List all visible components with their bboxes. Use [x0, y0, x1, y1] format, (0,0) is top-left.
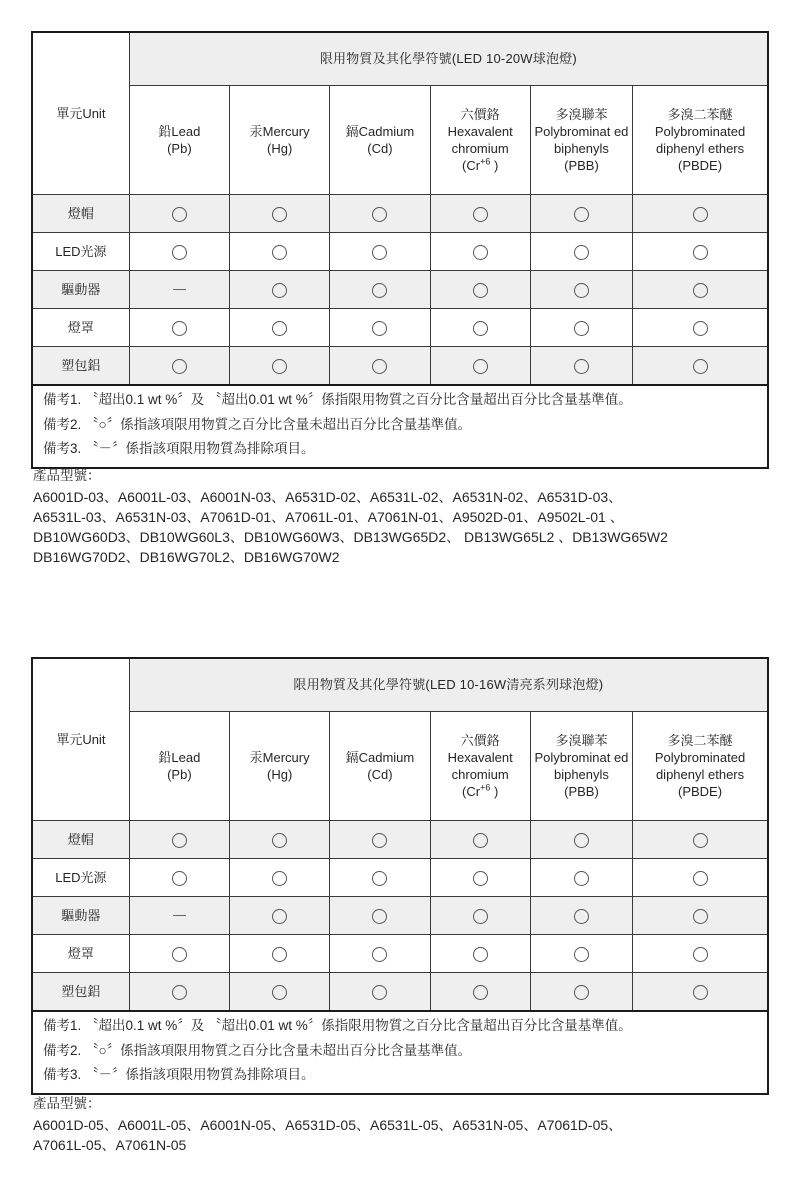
cell-mark	[430, 973, 530, 1012]
circle-mark-icon	[693, 985, 708, 1000]
cell-mark	[633, 973, 768, 1012]
cell-mark	[330, 973, 430, 1012]
table-row	[32, 309, 768, 347]
column-header-lead	[129, 86, 229, 195]
table-row	[32, 195, 768, 233]
circle-mark-icon	[473, 321, 488, 336]
cell-mark	[330, 821, 430, 859]
restricted-substances-band-title: 限用物質及其化學符號(LED 10-16W清亮系列球泡燈)	[129, 658, 768, 712]
rohs-table-2	[31, 657, 769, 1012]
col-sym: (PBDE)	[678, 158, 723, 174]
circle-mark-icon	[574, 871, 589, 886]
note-item: 備考1. 〝超出0.1 wt %〞及 〝超出0.01 wt %〞係指限用物質之百分比含量超出百分比含量基準值。	[43, 392, 632, 407]
table-notes-1	[31, 386, 769, 469]
circle-mark-icon	[172, 947, 187, 962]
product-models-1	[33, 468, 773, 568]
note-item: 備考2. 〝○〞係指該項限用物質之百分比含量未超出百分比含量基準值。	[43, 1042, 472, 1058]
circle-mark-icon	[172, 871, 187, 886]
models-line: DB10WG60D3、DB10WG60L3、DB10WG60W3、DB13WG65D2、 DB13WG65L2 、DB13WG65W2	[33, 528, 668, 545]
column-header-mercury	[230, 712, 330, 821]
circle-mark-icon	[172, 321, 187, 336]
column-header-pbde	[633, 86, 768, 195]
circle-mark-icon	[372, 947, 387, 962]
col-sym: ($Cr^{+6}$ )	[462, 782, 499, 800]
column-header-cadmium	[330, 86, 430, 195]
note-item: 備考2. 〝○〞係指該項限用物質之百分比含量未超出百分比含量基準值。	[43, 416, 472, 432]
circle-mark-icon	[693, 833, 708, 848]
column-header-pbde	[633, 712, 768, 821]
models-title: 產品型號：	[33, 468, 101, 483]
col-cn: 多溴聯苯	[555, 732, 608, 748]
cell-mark	[633, 935, 768, 973]
cell-mark	[430, 897, 530, 935]
note-item: 備考3. 〝－〞係指該項限用物質為排除項目。	[43, 1067, 315, 1082]
col-cn: 鎘Cadmium	[345, 123, 415, 139]
circle-mark-icon	[574, 321, 589, 336]
col-en: Hexavalent chromium	[447, 749, 513, 782]
models-line: A7061L-05、A7061N-05	[33, 1137, 187, 1154]
unit-header-cell: 單元Unit	[32, 32, 129, 195]
circle-mark-icon	[372, 283, 387, 298]
cell-mark	[330, 195, 430, 233]
circle-mark-icon	[172, 207, 187, 222]
table-notes-2	[31, 1012, 769, 1095]
cell-mark	[230, 973, 330, 1012]
cell-mark	[230, 897, 330, 935]
circle-mark-icon	[272, 909, 287, 924]
cell-mark	[129, 897, 229, 935]
cell-mark	[633, 233, 768, 271]
rohs-table-block-2	[31, 657, 769, 1095]
circle-mark-icon	[473, 283, 488, 298]
col-en: Polybrominated diphenyl ethers	[654, 749, 746, 782]
circle-mark-icon	[372, 909, 387, 924]
note-item: 備考1. 〝超出0.1 wt %〞及 〝超出0.01 wt %〞係指限用物質之百分比含量超出百分比含量基準值。	[43, 1018, 632, 1033]
circle-mark-icon	[693, 947, 708, 962]
col-en: Polybrominated diphenyl ethers	[654, 123, 746, 156]
cell-mark	[530, 821, 632, 859]
circle-mark-icon	[372, 359, 387, 374]
models-line: A6001D-05、A6001L-05、A6001N-05、A6531D-05、A6531L-05、A6531N-05、A7061D-05、	[33, 1117, 623, 1134]
col-cn: 六價鉻	[460, 732, 500, 748]
column-header-hexavalent-chromium	[430, 86, 530, 195]
circle-mark-icon	[574, 833, 589, 848]
cell-mark	[129, 195, 229, 233]
col-cn: 多溴二苯醚	[667, 732, 733, 748]
dash-mark-icon	[173, 915, 186, 916]
circle-mark-icon	[272, 283, 287, 298]
cell-mark	[430, 347, 530, 386]
col-cn: 鎘Cadmium	[345, 749, 415, 765]
cell-mark	[633, 195, 768, 233]
models-line: A6001D-03、A6001L-03、A6001N-03、A6531D-02、A6531L-02、A6531N-02、A6531D-03、	[33, 489, 623, 506]
cell-mark	[530, 195, 632, 233]
col-cn: 多溴二苯醚	[667, 106, 733, 122]
row-label: LED光源	[32, 233, 129, 271]
circle-mark-icon	[272, 245, 287, 260]
circle-mark-icon	[372, 245, 387, 260]
rohs-table-1	[31, 31, 769, 386]
table-header-band-row	[32, 32, 768, 86]
cell-mark	[230, 935, 330, 973]
circle-mark-icon	[473, 245, 488, 260]
circle-mark-icon	[272, 207, 287, 222]
column-header-cadmium	[330, 712, 430, 821]
models-title: 產品型號：	[33, 1096, 101, 1111]
cell-mark	[129, 973, 229, 1012]
cell-mark	[430, 233, 530, 271]
circle-mark-icon	[473, 359, 488, 374]
circle-mark-icon	[693, 321, 708, 336]
cell-mark	[530, 897, 632, 935]
table-subheader-row	[32, 86, 768, 195]
circle-mark-icon	[693, 871, 708, 886]
col-sym: (Hg)	[267, 767, 293, 782]
cell-mark	[530, 935, 632, 973]
circle-mark-icon	[574, 909, 589, 924]
col-cn: 多溴聯苯	[555, 106, 608, 122]
circle-mark-icon	[693, 359, 708, 374]
cell-mark	[633, 309, 768, 347]
table-row	[32, 897, 768, 935]
col-sym: (Cd)	[367, 767, 393, 782]
cell-mark	[330, 897, 430, 935]
column-header-pbb	[530, 86, 632, 195]
table-header-band-row	[32, 658, 768, 712]
cell-mark	[530, 309, 632, 347]
col-en: Polybrominat ed biphenyls	[534, 123, 629, 156]
circle-mark-icon	[172, 833, 187, 848]
cell-mark	[129, 859, 229, 897]
col-sym: (PBB)	[564, 158, 599, 174]
table-row	[32, 935, 768, 973]
cell-mark	[129, 271, 229, 309]
circle-mark-icon	[473, 833, 488, 848]
cell-mark	[330, 233, 430, 271]
cell-mark	[230, 233, 330, 271]
row-label: 燈罩	[32, 309, 129, 347]
cell-mark	[430, 821, 530, 859]
row-label: 燈罩	[32, 935, 129, 973]
col-cn: 六價鉻	[460, 106, 500, 122]
circle-mark-icon	[272, 321, 287, 336]
cell-mark	[530, 233, 632, 271]
col-sym: (PBB)	[564, 784, 599, 800]
cell-mark	[230, 271, 330, 309]
dash-mark-icon	[173, 289, 186, 290]
circle-mark-icon	[272, 947, 287, 962]
row-label: 塑包鋁	[32, 347, 129, 386]
circle-mark-icon	[473, 947, 488, 962]
row-label: 塑包鋁	[32, 973, 129, 1012]
col-en: Hexavalent chromium	[447, 123, 513, 156]
circle-mark-icon	[473, 871, 488, 886]
circle-mark-icon	[693, 207, 708, 222]
circle-mark-icon	[693, 909, 708, 924]
circle-mark-icon	[574, 359, 589, 374]
cell-mark	[230, 859, 330, 897]
table-row	[32, 271, 768, 309]
unit-header-cell: 單元Unit	[32, 658, 129, 821]
circle-mark-icon	[574, 207, 589, 222]
restricted-substances-band-title: 限用物質及其化學符號(LED 10-20W球泡燈)	[129, 32, 768, 86]
cell-mark	[633, 859, 768, 897]
col-cn: 鉛Lead	[158, 123, 201, 139]
column-header-lead	[129, 712, 229, 821]
cell-mark	[430, 859, 530, 897]
col-sym: (PBDE)	[678, 784, 723, 800]
circle-mark-icon	[172, 245, 187, 260]
column-header-hexavalent-chromium	[430, 712, 530, 821]
circle-mark-icon	[372, 207, 387, 222]
circle-mark-icon	[372, 321, 387, 336]
row-label: LED光源	[32, 859, 129, 897]
table-row	[32, 347, 768, 386]
cell-mark	[633, 347, 768, 386]
column-header-mercury	[230, 86, 330, 195]
rohs-table-block-1	[31, 31, 769, 469]
column-header-pbb	[530, 712, 632, 821]
col-sym: (Pb)	[167, 767, 192, 782]
cell-mark	[129, 935, 229, 973]
col-cn: 鉛Lead	[158, 749, 201, 765]
cell-mark	[330, 859, 430, 897]
row-label: 驅動器	[32, 271, 129, 309]
col-en: Polybrominat ed biphenyls	[534, 749, 629, 782]
cell-mark	[633, 271, 768, 309]
cell-mark	[633, 821, 768, 859]
table-row	[32, 859, 768, 897]
circle-mark-icon	[172, 359, 187, 374]
cell-mark	[530, 859, 632, 897]
circle-mark-icon	[574, 985, 589, 1000]
product-models-2	[33, 1096, 773, 1156]
circle-mark-icon	[693, 245, 708, 260]
circle-mark-icon	[272, 833, 287, 848]
cell-mark	[530, 347, 632, 386]
circle-mark-icon	[272, 359, 287, 374]
cell-mark	[330, 309, 430, 347]
table-row	[32, 233, 768, 271]
circle-mark-icon	[272, 985, 287, 1000]
col-cn: 汞Mercury	[249, 749, 310, 765]
note-item: 備考3. 〝－〞係指該項限用物質為排除項目。	[43, 441, 315, 456]
col-sym: (Pb)	[167, 141, 192, 156]
cell-mark	[129, 309, 229, 347]
table-row	[32, 821, 768, 859]
cell-mark	[430, 271, 530, 309]
circle-mark-icon	[372, 871, 387, 886]
cell-mark	[330, 935, 430, 973]
col-cn: 汞Mercury	[249, 123, 310, 139]
row-label: 燈帽	[32, 821, 129, 859]
col-sym: (Hg)	[267, 141, 293, 156]
models-line: A6531L-03、A6531N-03、A7061D-01、A7061L-01、A7061N-01、A9502D-01、A9502L-01 、	[33, 509, 624, 526]
cell-mark	[530, 271, 632, 309]
cell-mark	[330, 347, 430, 386]
cell-mark	[530, 973, 632, 1012]
row-label: 驅動器	[32, 897, 129, 935]
circle-mark-icon	[574, 245, 589, 260]
col-sym: (Cd)	[367, 141, 393, 156]
cell-mark	[230, 347, 330, 386]
cell-mark	[129, 821, 229, 859]
cell-mark	[633, 897, 768, 935]
circle-mark-icon	[272, 871, 287, 886]
circle-mark-icon	[372, 985, 387, 1000]
circle-mark-icon	[172, 985, 187, 1000]
models-line: DB16WG70D2、DB16WG70L2、DB16WG70W2	[33, 548, 340, 565]
cell-mark	[430, 195, 530, 233]
circle-mark-icon	[574, 283, 589, 298]
row-label: 燈帽	[32, 195, 129, 233]
circle-mark-icon	[372, 833, 387, 848]
cell-mark	[230, 821, 330, 859]
cell-mark	[230, 195, 330, 233]
cell-mark	[230, 309, 330, 347]
cell-mark	[129, 347, 229, 386]
col-sym: ($Cr^{+6}$ )	[462, 156, 499, 174]
table-row	[32, 973, 768, 1012]
circle-mark-icon	[693, 283, 708, 298]
cell-mark	[330, 271, 430, 309]
circle-mark-icon	[473, 985, 488, 1000]
cell-mark	[129, 233, 229, 271]
circle-mark-icon	[473, 909, 488, 924]
table-subheader-row	[32, 712, 768, 821]
cell-mark	[430, 309, 530, 347]
circle-mark-icon	[473, 207, 488, 222]
circle-mark-icon	[574, 947, 589, 962]
cell-mark	[430, 935, 530, 973]
